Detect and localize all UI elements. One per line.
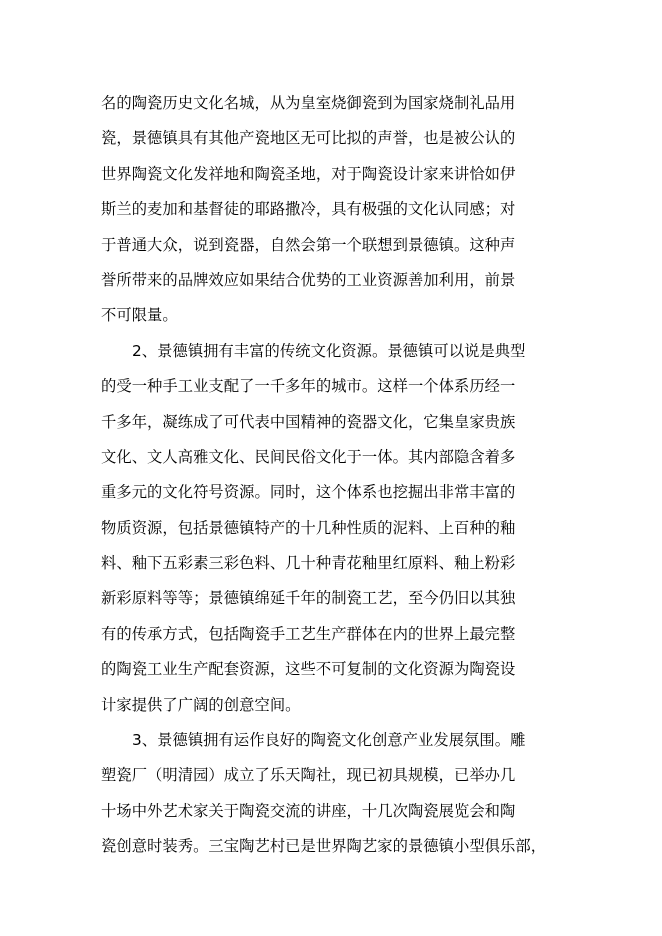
text-line: 塑瓷厂（明清园）成立了乐天陶社，现已初具规模，已举办几 bbox=[101, 766, 516, 785]
text-line: 新彩原料等等；景德镇绵延千年的制瓷工艺，至今仍旧以其独 bbox=[101, 589, 516, 608]
text-line: 计家提供了广阔的创意空间。 bbox=[101, 695, 301, 714]
paragraph-2-start: 2、景德镇拥有丰富的传统文化资源。景德镇可以说是典型 bbox=[132, 341, 526, 360]
paragraph-3-start: 3、景德镇拥有运作良好的陶瓷文化创意产业发展氛围。雕 bbox=[132, 731, 526, 750]
text-line: 于普通大众，说到瓷器，自然会第一个联想到景德镇。这种声 bbox=[101, 235, 516, 254]
text-line: 文化、文人高雅文化、民间民俗文化于一体。其内部隐含着多 bbox=[101, 447, 516, 466]
text-line: 斯兰的麦加和基督徒的耶路撒冷，具有极强的文化认同感；对 bbox=[101, 200, 516, 219]
text-line: 不可限量。 bbox=[101, 306, 178, 325]
text-line: 料、釉下五彩素三彩色料、几十种青花釉里红原料、釉上粉彩 bbox=[101, 554, 516, 573]
text-line: 的受一种手工业支配了一千多年的城市。这样一个体系历经一 bbox=[101, 377, 516, 396]
text-line: 千多年，凝练成了可代表中国精神的瓷器文化，它集皇家贵族 bbox=[101, 412, 516, 431]
text-line: 瓷，景德镇具有其他产瓷地区无可比拟的声誉，也是被公认的 bbox=[101, 129, 516, 148]
text-line: 名的陶瓷历史文化名城，从为皇室烧御瓷到为国家烧制礼品用 bbox=[101, 94, 516, 112]
text-line: 瓷创意时装秀。三宝陶艺村已是世界陶艺家的景德镇小型俱乐部， bbox=[101, 837, 547, 856]
text-line: 十场中外艺术家关于陶瓷交流的讲座，十几次陶瓷展览会和陶 bbox=[101, 801, 516, 820]
text-line: 誉所带来的品牌效应如果结合优势的工业资源善加利用，前景 bbox=[101, 270, 516, 289]
text-line: 的陶瓷工业生产配套资源，这些不可复制的文化资源为陶瓷设 bbox=[101, 660, 516, 679]
text-line: 物质资源，包括景德镇特产的十几种性质的泥料、上百种的釉 bbox=[101, 518, 516, 537]
body-text bbox=[101, 86, 561, 865]
text-line: 世界陶瓷文化发祥地和陶瓷圣地，对于陶瓷设计家来讲恰如伊 bbox=[101, 164, 516, 183]
text-line: 重多元的文化符号资源。同时，这个体系也挖掘出非常丰富的 bbox=[101, 483, 516, 502]
text-line: 有的传承方式，包括陶瓷手工艺生产群体在内的世界上最完整 bbox=[101, 624, 516, 643]
